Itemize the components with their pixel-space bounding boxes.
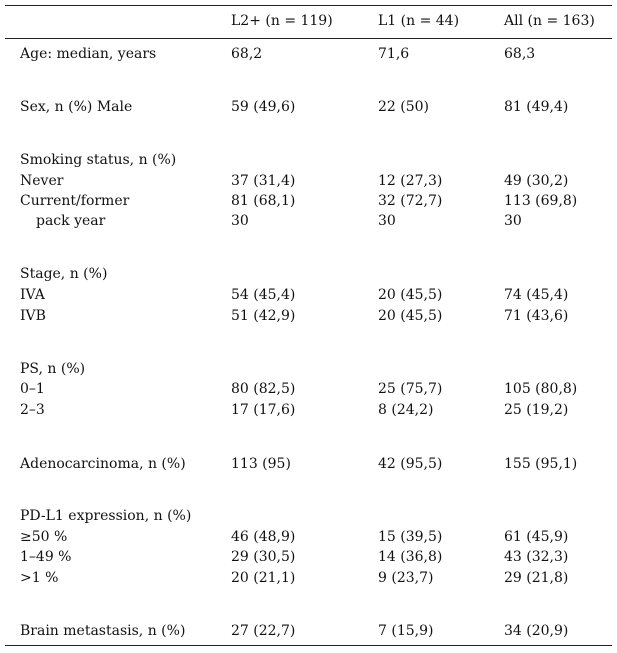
- table-cell: 37 (31,4): [231, 173, 296, 189]
- row-label: ≥50 %: [20, 529, 68, 545]
- table-cell: 20 (45,5): [378, 308, 443, 324]
- row-label: 2–3: [20, 402, 45, 418]
- table-cell: 155 (95,1): [504, 456, 578, 472]
- table-cell: 61 (45,9): [504, 529, 569, 545]
- table-cell: 113 (69,8): [504, 193, 578, 209]
- row-label: Current/former: [20, 193, 130, 209]
- table-cell: 81 (68,1): [231, 193, 296, 209]
- table-cell: 30: [504, 213, 522, 229]
- row-label: IVB: [20, 308, 46, 324]
- table-cell: 80 (82,5): [231, 381, 296, 397]
- table-cell: 29 (30,5): [231, 549, 296, 565]
- table-cell: 49 (30,2): [504, 173, 569, 189]
- table-cell: 14 (36,8): [378, 549, 443, 565]
- table-cell: 46 (48,9): [231, 529, 296, 545]
- table-cell: 105 (80,8): [504, 381, 578, 397]
- table-cell: 7 (15,9): [378, 623, 434, 639]
- table-cell: 9 (23,7): [378, 570, 434, 586]
- table-cell: 51 (42,9): [231, 308, 296, 324]
- column-header-all: All (n = 163): [504, 13, 595, 29]
- table-cell: 113 (95): [231, 456, 291, 472]
- row-label: Adenocarcinoma, n (%): [20, 456, 186, 472]
- table-cell: 25 (19,2): [504, 402, 569, 418]
- table-cell: 29 (21,8): [504, 570, 569, 586]
- table-cell: 17 (17,6): [231, 402, 296, 418]
- characteristics-table: [5, 0, 612, 653]
- row-label: IVA: [20, 287, 45, 303]
- row-label: Age: median, years: [20, 46, 157, 62]
- row-label: Brain metastasis, n (%): [20, 623, 186, 639]
- row-label: 0–1: [20, 381, 45, 397]
- table-cell: 74 (45,4): [504, 287, 569, 303]
- row-label: PD-L1 expression, n (%): [20, 508, 192, 524]
- table-cell: 30: [378, 213, 396, 229]
- table-cell: 59 (49,6): [231, 99, 296, 115]
- row-label: 1–49 %: [20, 549, 72, 565]
- table-cell: 68,2: [231, 46, 263, 62]
- table-cell: 25 (75,7): [378, 381, 443, 397]
- row-label: >1 %: [20, 570, 59, 586]
- row-label: PS, n (%): [20, 361, 86, 377]
- column-header-l1: L1 (n = 44): [378, 13, 460, 29]
- table-cell: 34 (20,9): [504, 623, 569, 639]
- table-cell: 43 (32,3): [504, 549, 569, 565]
- row-label: Smoking status, n (%): [20, 152, 177, 168]
- table-cell: 22 (50): [378, 99, 430, 115]
- table-cell: 71,6: [378, 46, 410, 62]
- table-cell: 15 (39,5): [378, 529, 443, 545]
- table-top-rule: [5, 5, 612, 6]
- table-cell: 81 (49,4): [504, 99, 569, 115]
- header-rule: [5, 38, 612, 39]
- table-cell: 32 (72,7): [378, 193, 443, 209]
- table-cell: 42 (95,5): [378, 456, 443, 472]
- table-cell: 68,3: [504, 46, 536, 62]
- column-header-l2plus: L2+ (n = 119): [231, 13, 333, 29]
- row-label: Never: [20, 173, 64, 189]
- table-cell: 71 (43,6): [504, 308, 569, 324]
- table-bottom-rule: [5, 645, 612, 646]
- row-label: Stage, n (%): [20, 266, 108, 282]
- table-cell: 27 (22,7): [231, 623, 296, 639]
- table-cell: 20 (45,5): [378, 287, 443, 303]
- table-cell: 54 (45,4): [231, 287, 296, 303]
- table-cell: 20 (21,1): [231, 570, 296, 586]
- table-cell: 30: [231, 213, 249, 229]
- row-label: pack year: [36, 213, 106, 229]
- table-cell: 12 (27,3): [378, 173, 443, 189]
- row-label: Sex, n (%) Male: [20, 99, 133, 115]
- table-cell: 8 (24,2): [378, 402, 434, 418]
